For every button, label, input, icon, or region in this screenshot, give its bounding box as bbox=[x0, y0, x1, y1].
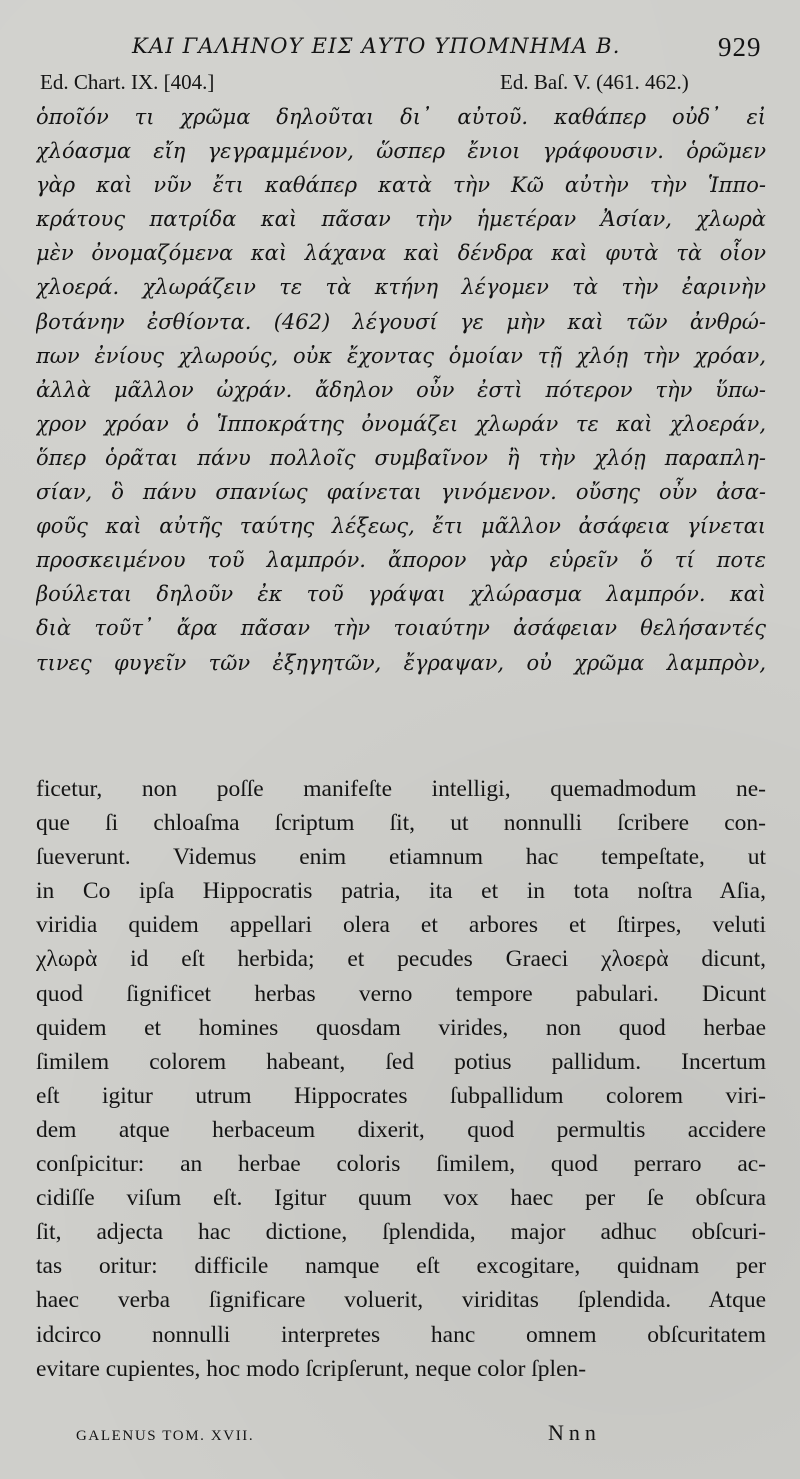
greek-line: γὰρ καὶ νῦν ἔτι καθάπερ κατὰ τὴν Κῶ αὐτὴν τὴν Ἱππο- bbox=[36, 173, 766, 198]
latin-line: conſpicitur: an herbae coloris ſimilem, quod perraro ac- bbox=[36, 1151, 766, 1178]
latin-line: ſimilem colorem habeant, ſed potius pallidum. Incertum bbox=[36, 1048, 766, 1075]
latin-line: viridia quidem appellari olera et arbores et ſtirpes, veluti bbox=[36, 912, 766, 939]
latin-line: quod ſignificet herbas verno tempore pabulari. Dicunt bbox=[36, 980, 766, 1007]
latin-line: cidiſſe viſum eſt. Igitur quum vox haec per ſe obſcura bbox=[36, 1185, 766, 1212]
greek-line: ὁποῖόν τι χρῶμα δηλοῦται δι᾽ αὐτοῦ. καθάπερ οὐδ᾽ εἰ bbox=[36, 105, 766, 129]
greek-line: ὅπερ ὁρᾶται πάνυ πολλοῖς συμβαῖνον ἢ τὴν χλόῃ παραπλη- bbox=[36, 445, 766, 470]
greek-line: κράτους πατρίδα καὶ πᾶσαν τὴν ἡμετέραν Ἀσίαν, χλωρὰ bbox=[36, 207, 766, 232]
greek-line: πων ἐνίους χλωρούς, οὐκ ἔχοντας ὁμοίαν τῇ χλόῃ τὴν χρόαν, bbox=[36, 343, 766, 368]
page-number: 929 bbox=[718, 32, 762, 62]
greek-line: χλόασμα εἴη γεγραμμένον, ὥσπερ ἔνιοι γράφουσιν. ὁρῶμεν bbox=[36, 139, 766, 164]
greek-line: βοτάνην ἐσθίοντα. (462) λέγουσί γε μὴν καὶ τῶν ἀνθρώ- bbox=[36, 309, 766, 334]
latin-line: quidem et homines quosdam virides, non quod herbae bbox=[36, 1014, 766, 1041]
latin-text-block bbox=[36, 772, 766, 1386]
edition-reference-chartier: Ed. Chart. IX. [404.] bbox=[40, 70, 215, 94]
latin-line: χλωρὰ id eſt herbida; et pecudes Graeci χλοερὰ dicunt, bbox=[36, 946, 766, 973]
latin-line: dem atque herbaceum dixerit, quod permultis accidere bbox=[36, 1116, 766, 1143]
signature-mark: GALENUS TOM. XVII. bbox=[76, 1428, 255, 1444]
latin-line: ficetur, non poſſe manifeſte intelligi, quemadmodum ne- bbox=[36, 776, 766, 802]
latin-line: que ſi chloaſma ſcriptum ſit, ut nonnulli ſcribere con- bbox=[36, 810, 766, 837]
greek-line: φοῦς καὶ αὐτῆς ταύτης λέξεως, ἔτι μᾶλλον ἀσάφεια γίνεται bbox=[36, 514, 766, 539]
latin-line: eſt igitur utrum Hippocrates ſubpallidum colorem viri- bbox=[36, 1082, 766, 1109]
greek-line: βούλεται δηλοῦν ἐκ τοῦ γράψαι χλώρασμα λαμπρόν. καὶ bbox=[36, 582, 766, 607]
latin-line: ſueverunt. Videmus enim etiamnum hac tempeſtate, ut bbox=[36, 844, 766, 871]
greek-line: προσκειμένου τοῦ λαμπρόν. ἄπορον γὰρ εὑρεῖν ὅ τί ποτε bbox=[36, 548, 766, 573]
greek-line: μὲν ὀνομαζόμενα καὶ λάχανα καὶ δένδρα καὶ φυτὰ τὰ οἷον bbox=[36, 241, 766, 266]
greek-line: ἀλλὰ μᾶλλον ὠχράν. ἄδηλον οὖν ἐστὶ πότερον τὴν ὕπω- bbox=[36, 377, 766, 402]
latin-line: idcirco nonnulli interpretes hanc omnem obſcuritatem bbox=[36, 1321, 766, 1348]
greek-line: χλοερά. χλωράζειν τε τὰ κτήνη λέγομεν τὰ τὴν ἐαρινὴν bbox=[36, 275, 766, 300]
latin-line: in Co ipſa Hippocratis patria, ita et in tota noſtra Aſia, bbox=[36, 878, 766, 905]
running-head: ΚΑΙ ΓΑΛΗΝΟΥ ΕΙΣ ΑΥΤΟ ΥΠΟΜΝΗΜΑ Β. bbox=[132, 34, 621, 58]
latin-line: tas oritur: difficile namque eſt excogitare, quidnam per bbox=[36, 1253, 766, 1280]
greek-line: σίαν, ὃ πάνυ σπανίως φαίνεται γινόμενον. οὔσης οὖν ἀσα- bbox=[36, 480, 766, 505]
edition-reference-basel: Ed. Baſ. V. (461. 462.) bbox=[500, 70, 689, 94]
greek-line: χρον χρόαν ὁ Ἱπποκράτης ὀνομάζει χλωράν τε καὶ χλοεράν, bbox=[36, 411, 766, 436]
latin-line: haec verba ſignificare voluerit, viriditas ſplendida. Atque bbox=[36, 1287, 766, 1314]
greek-line: διὰ τοῦτ᾽ ἄρα πᾶσαν τὴν τοιαύτην ἀσάφειαν θελήσαντές bbox=[36, 616, 766, 641]
latin-line: ſit, adjecta hac dictione, ſplendida, major adhuc obſcuri- bbox=[36, 1219, 766, 1246]
gathering-mark: Nnn bbox=[548, 1420, 601, 1445]
greek-text-block bbox=[36, 100, 766, 680]
greek-line: τινες φυγεῖν τῶν ἐξηγητῶν, ἔγραψαν, οὐ χρῶμα λαμπρὸν, bbox=[36, 650, 766, 675]
latin-line: evitare cupientes, hoc modo ſcripſerunt, neque color ſplen- bbox=[36, 1355, 587, 1382]
